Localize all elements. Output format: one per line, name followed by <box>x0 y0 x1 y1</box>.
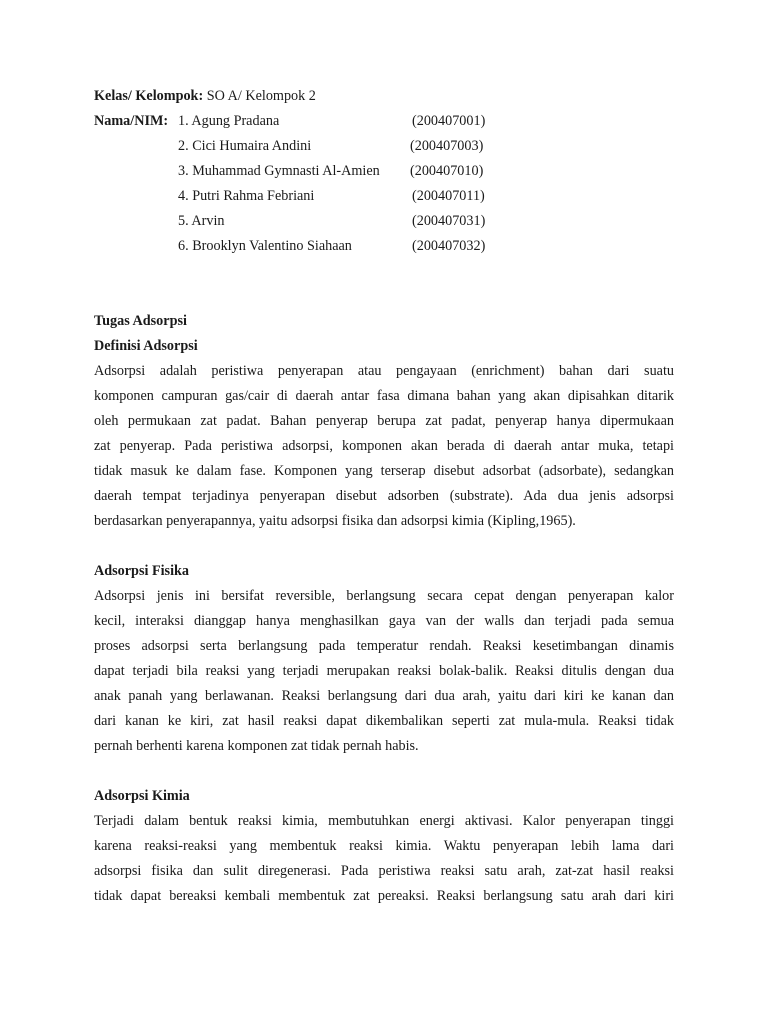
member-nim: (200407011) <box>412 188 485 204</box>
member-name: 5. Arvin <box>178 213 225 229</box>
member-nim: (200407001) <box>412 113 486 129</box>
member-row <box>94 109 674 134</box>
paragraph-line: Adsorpsi adalah peristiwa penyerapan atau pengayaan (enrichment) bahan dari suatu <box>94 363 674 379</box>
paragraph-line: dari kanan ke kiri, zat hasil reaksi dapat dikembalikan seperti zat mula-mula. Reaksi tidak <box>94 713 674 729</box>
paragraph-line: dapat terjadi bila reaksi yang terjadi merupakan reaksi bolak-balik. Reaksi ditulis dengan dua <box>94 663 674 679</box>
spacer <box>94 259 674 309</box>
paragraph-line: pernah berhenti karena komponen zat tidak pernah habis. <box>94 738 419 754</box>
physical-paragraph <box>94 584 674 759</box>
class-group-label: Kelas/ Kelompok: <box>94 88 204 104</box>
member-row <box>94 209 674 234</box>
paragraph-line: zat penyerap. Pada peristiwa adsorpsi, komponen akan berada di daerah antar muka, tetapi <box>94 438 674 454</box>
paragraph-line: Adsorpsi jenis ini bersifat reversible, berlangsung secara cepat dengan penyerapan kalor <box>94 588 674 604</box>
class-group-line <box>94 84 674 109</box>
class-group-value: SO A/ Kelompok 2 <box>206 88 316 104</box>
paragraph-line: tidak dapat bereaksi kembali membentuk zat pereaksi. Reaksi berlangsung satu arah dari kiri <box>94 888 674 904</box>
names-label: Nama/NIM: <box>94 113 169 129</box>
document-body <box>94 84 674 909</box>
member-row <box>94 134 674 159</box>
member-name: 3. Muhammad Gymnasti Al-Amien <box>178 163 380 179</box>
member-row <box>94 234 674 259</box>
paragraph-line: oleh permukaan zat padat. Bahan penyerap berupa zat padat, penyerap hanya dipermukaan <box>94 413 674 429</box>
member-row <box>94 159 674 184</box>
paragraph-line: karena reaksi-reaksi yang membentuk reaksi kimia. Waktu penyerapan lebih lama dari <box>94 838 674 854</box>
member-nim: (200407010) <box>410 163 484 179</box>
member-name: 2. Cici Humaira Andini <box>178 138 312 154</box>
definition-paragraph <box>94 359 674 534</box>
member-nim: (200407032) <box>412 238 486 254</box>
member-name: 1. Agung Pradana <box>178 113 280 129</box>
paragraph-line: kecil, interaksi dianggap hanya menghasilkan gaya van der walls dan terjadi pada semua <box>94 613 674 629</box>
member-name: 4. Putri Rahma Febriani <box>178 188 315 204</box>
chemical-paragraph <box>94 809 674 909</box>
task-title: Tugas Adsorpsi <box>94 313 187 329</box>
paragraph-line: adsorpsi fisika dan sulit diregenerasi. Pada peristiwa reaksi satu arah, zat-zat hasil reaksi <box>94 863 674 879</box>
paragraph-line: anak panah yang berlawanan. Reaksi berlangsung dari dua arah, yaitu dari kiri ke kanan dan <box>94 688 674 704</box>
paragraph-line: proses adsorpsi serta berlangsung pada temperatur rendah. Reaksi kesetimbangan dinamis <box>94 638 674 654</box>
member-nim: (200407031) <box>412 213 486 229</box>
spacer <box>94 759 674 784</box>
definition-heading: Definisi Adsorpsi <box>94 338 198 354</box>
paragraph-line: komponen campuran gas/cair di daerah antar fasa dimana bahan yang akan dipisahkan ditarik <box>94 388 674 404</box>
chemical-heading: Adsorpsi Kimia <box>94 788 190 804</box>
member-name: 6. Brooklyn Valentino Siahaan <box>178 238 352 254</box>
paragraph-line: daerah tempat terjadinya penyerapan disebut adsorben (substrate). Ada dua jenis adsorpsi <box>94 488 674 504</box>
spacer <box>94 534 674 559</box>
paragraph-line: tidak masuk ke dalam fase. Komponen yang terserap disebut adsorbat (adsorbate), sedangkan <box>94 463 674 479</box>
paragraph-line: berdasarkan penyerapannya, yaitu adsorpsi fisika dan adsorpsi kimia (Kipling,1965). <box>94 513 576 529</box>
paragraph-line: Terjadi dalam bentuk reaksi kimia, membutuhkan energi aktivasi. Kalor penyerapan tinggi <box>94 813 674 829</box>
member-row <box>94 184 674 209</box>
member-nim: (200407003) <box>410 138 484 154</box>
physical-heading: Adsorpsi Fisika <box>94 563 190 579</box>
